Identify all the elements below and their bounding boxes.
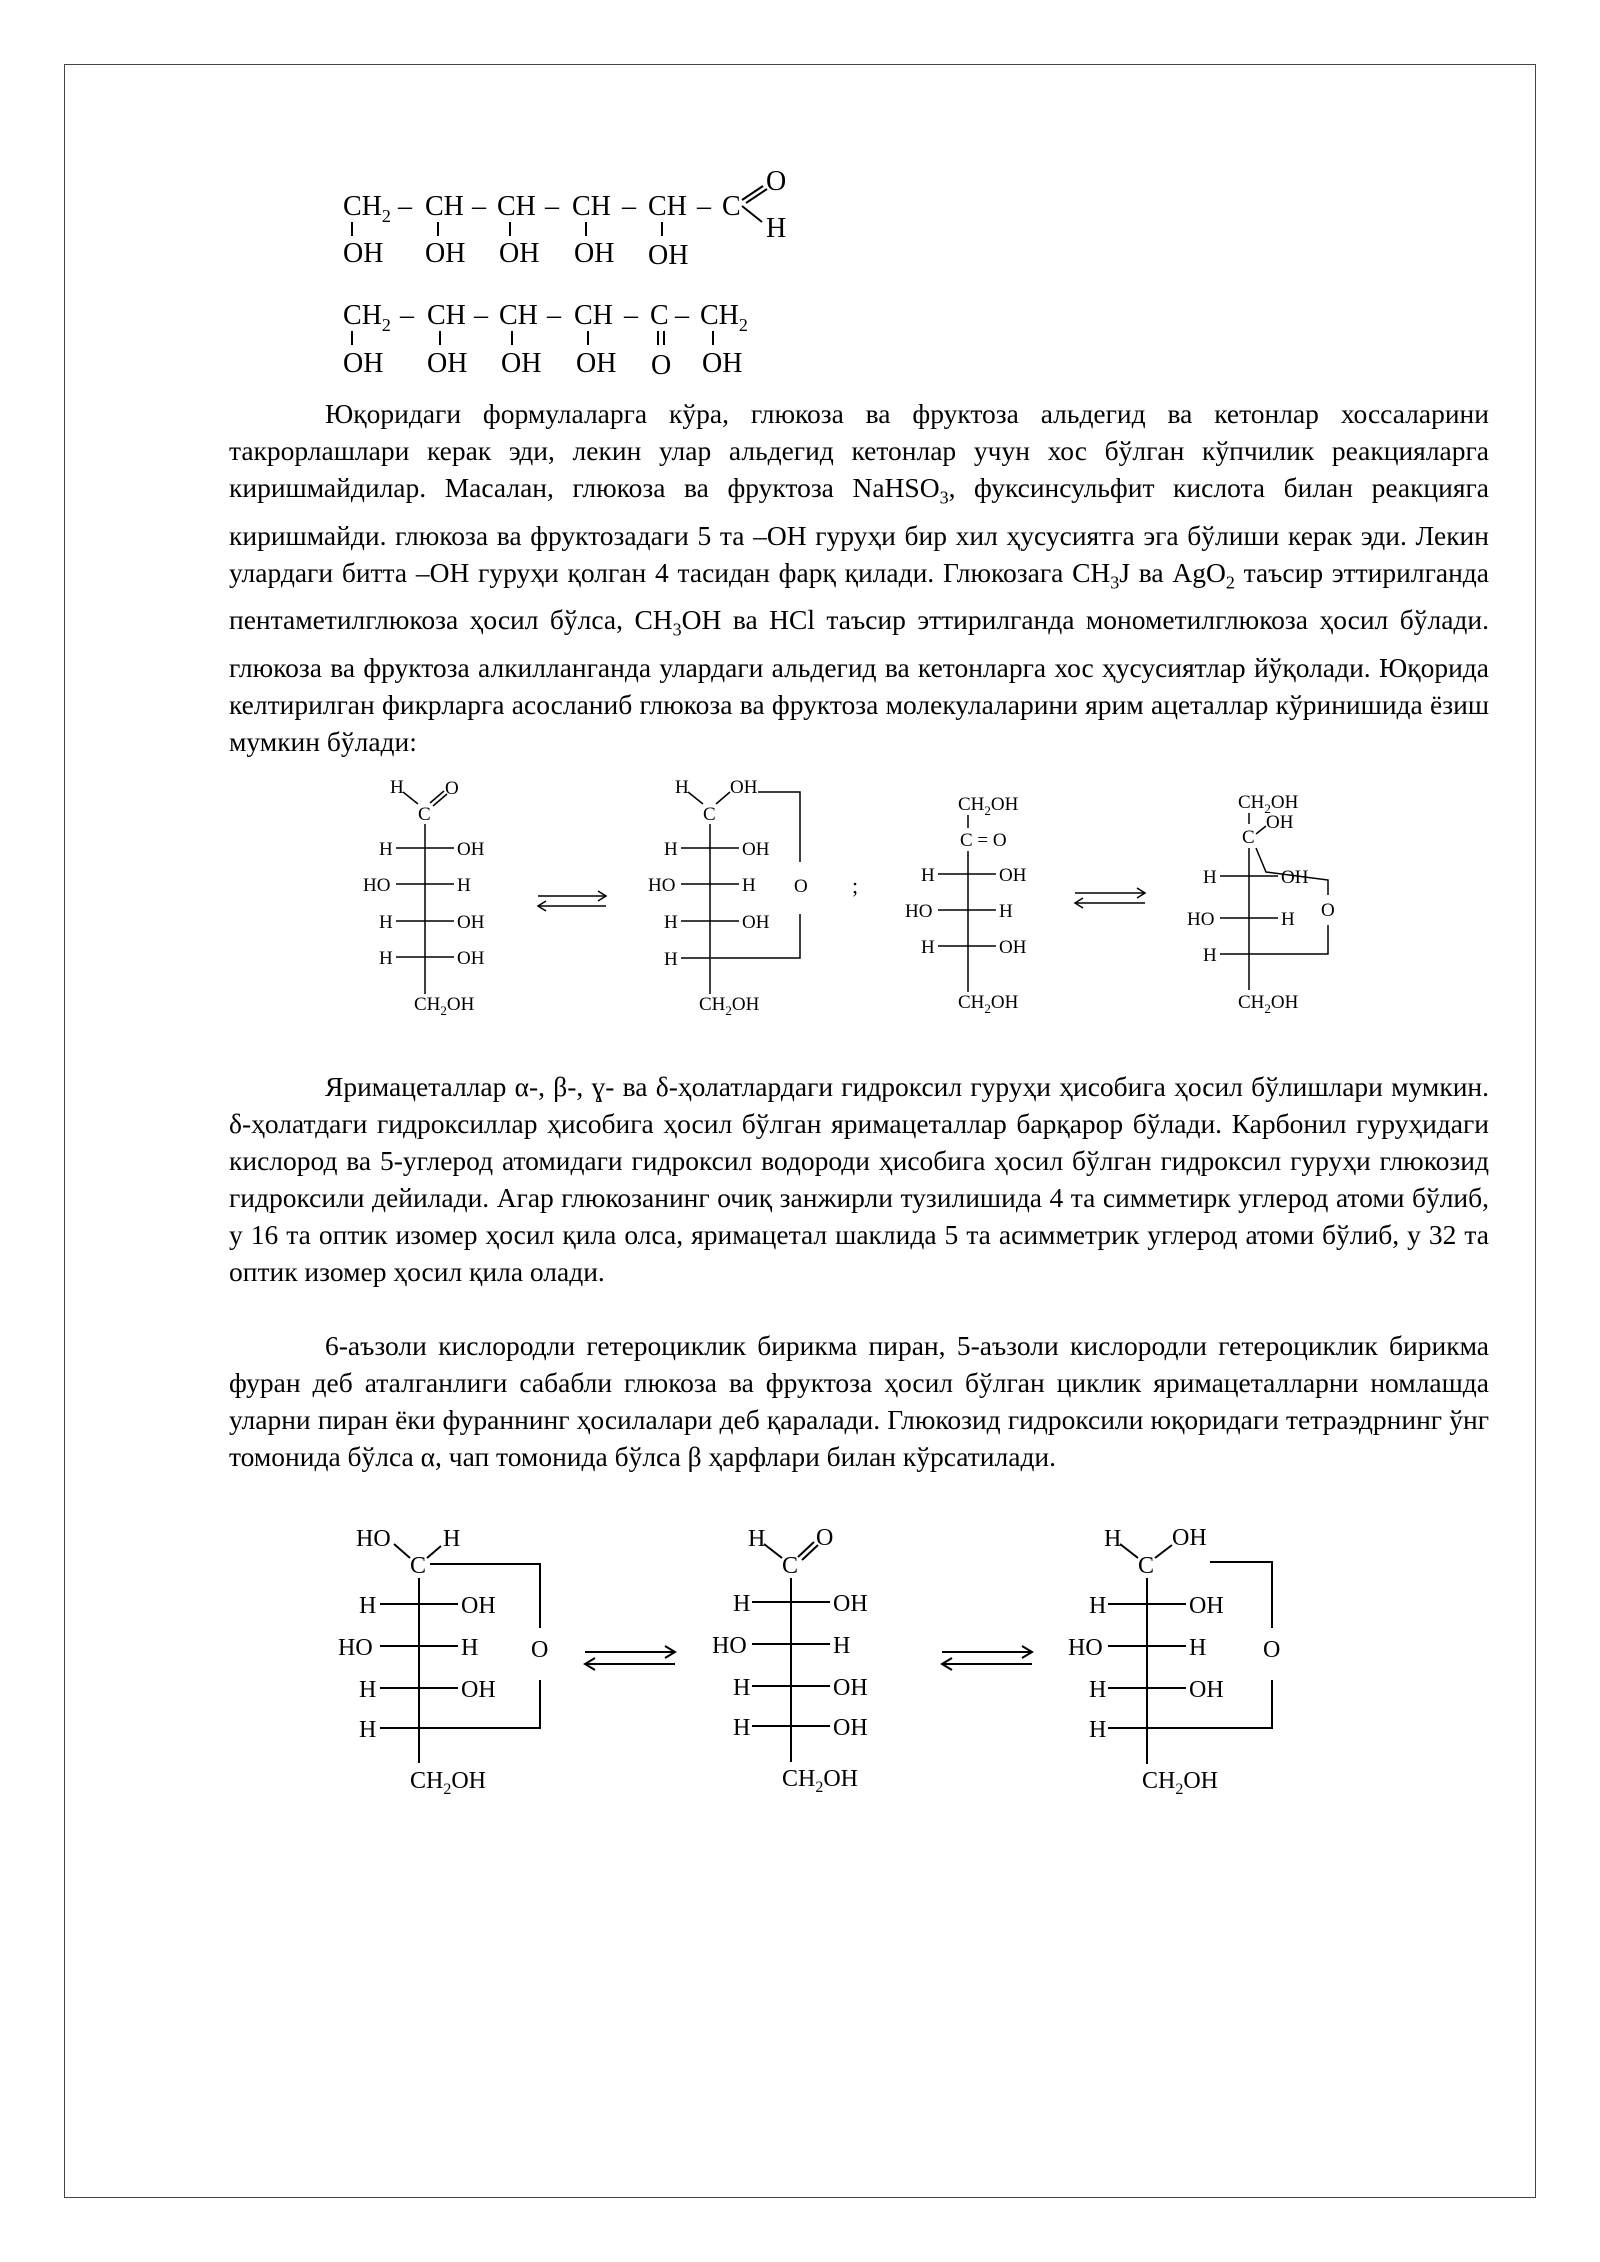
atom-label: C — [1138, 1553, 1155, 1579]
chain-dash: – — [675, 300, 689, 331]
atom-label: HO — [905, 901, 933, 922]
fischer-fructose-open — [905, 794, 1027, 1016]
chain-group: CH — [425, 191, 464, 222]
chain-group: CH — [648, 191, 687, 222]
fructose-chain-formula — [343, 300, 748, 381]
atom-label: H — [664, 949, 678, 970]
chain-dash: – — [547, 300, 561, 331]
atom-label: H — [379, 912, 393, 933]
paragraph-hemiacetals: Яримацеталлар α-, β-, ɣ- ва δ-ҳолатлардаги гидроксил гуруҳи ҳисобига ҳосил бўлишлари мумкин. δ-ҳолатдаги гидроксиллар ҳисобига ҳосил бўлган яримацеталлар барқарор бўлади. Карбонил гуруҳидаги кислород ва 5-углерод атомидаги гидроксил водороди ҳисобига ҳосил бўлган гидроксил гуруҳи глюкозид гидроксили дейилади. Агар глюкозанинг очиқ занжирли тузилишида 4 та симметирк углерод атоми бўлиб, у 16 та оптик изомер ҳосил қила олса, яримацетал шаклида 5 та асимметрик углерод атоми бўлиб, у 32 та оптик изомер ҳосил қила олади. — [229, 1071, 1489, 1287]
atom-label: H — [664, 839, 678, 860]
aldehyde-hydrogen: H — [766, 213, 787, 244]
chain-substituent: OH — [648, 240, 689, 271]
atom-label: H — [379, 839, 393, 860]
atom-label: H — [379, 948, 393, 969]
chain-dash: – — [622, 191, 636, 222]
aldehyde-oxygen: O — [766, 166, 787, 197]
glucose-chain-formula — [343, 166, 786, 271]
atom-label: $CH_2OH$ — [1238, 992, 1299, 1016]
atom-label: H — [390, 777, 404, 798]
chain-dash: – — [398, 191, 412, 222]
fischer-glucose-open-large — [712, 1525, 868, 1796]
atom-label: H — [457, 875, 471, 896]
chain-substituent: OH — [425, 238, 466, 269]
atom-label: H — [675, 777, 689, 798]
atom-label: H — [461, 1635, 479, 1661]
atom-label: C = O — [960, 830, 1007, 851]
atom-label: OH — [1189, 1593, 1224, 1619]
atom-label: H — [359, 1717, 377, 1743]
chain-substituent: OH — [501, 348, 542, 379]
chain-substituent: OH — [343, 238, 384, 269]
separator: ; — [852, 873, 859, 898]
chain-substituent: OH — [574, 238, 615, 269]
atom-label: C — [703, 804, 716, 825]
atom-label: H — [1089, 1593, 1107, 1619]
atom-label: OH — [461, 1593, 496, 1619]
atom-label: H — [733, 1715, 751, 1741]
fischer-glucose-cyclic — [648, 777, 808, 1018]
chain-group: $CH_2$ — [343, 300, 391, 335]
atom-label: HO — [363, 875, 391, 896]
chain-dash: – — [545, 191, 559, 222]
equilibrium-arrows — [942, 1646, 1032, 1670]
atom-label: OH — [461, 1677, 496, 1703]
atom-label: H — [443, 1526, 461, 1552]
chain-group: CH — [499, 300, 538, 331]
atom-label: OH — [1172, 1525, 1207, 1551]
atom-label: HO — [712, 1633, 747, 1659]
atom-label: C — [418, 804, 431, 825]
atom-label: H — [1089, 1717, 1107, 1743]
equilibrium-arrows — [538, 891, 606, 911]
atom-label: OH — [742, 839, 770, 860]
atom-label: O — [1263, 1637, 1281, 1663]
chain-dash: – — [697, 191, 711, 222]
chain-dash: – — [472, 191, 486, 222]
fischer-glucose-open — [363, 777, 485, 1018]
atom-label: $CH_2OH$ — [1142, 1768, 1219, 1798]
atom-label: H — [999, 901, 1013, 922]
atom-label: C — [782, 1553, 799, 1579]
atom-label: O — [445, 778, 459, 799]
chain-group: C — [650, 300, 669, 331]
fischer-glucose-alpha — [338, 1526, 548, 1798]
atom-label: HO — [338, 1635, 373, 1661]
atom-label: H — [733, 1675, 751, 1701]
chain-dash: – — [400, 300, 414, 331]
fischer-glucose-beta — [1068, 1525, 1280, 1798]
atom-label: C — [1242, 827, 1255, 848]
atom-label: OH — [1281, 867, 1309, 888]
atom-label: OH — [457, 912, 485, 933]
atom-label: H — [742, 875, 756, 896]
atom-label: O — [531, 1637, 549, 1663]
atom-label: H — [733, 1591, 751, 1617]
equilibrium-arrows — [585, 1646, 675, 1670]
chain-group: CH — [572, 191, 611, 222]
atom-label: OH — [742, 912, 770, 933]
atom-label: $CH_2OH$ — [958, 992, 1019, 1016]
atom-label: OH — [833, 1715, 868, 1741]
atom-label: $CH_2OH$ — [699, 994, 760, 1018]
atom-label: H — [921, 937, 935, 958]
atom-label: O — [794, 876, 808, 897]
atom-label: H — [1189, 1635, 1207, 1661]
atom-label: H — [359, 1677, 377, 1703]
chain-group: C — [722, 191, 741, 222]
atom-label: H — [748, 1526, 766, 1552]
atom-label: H — [1104, 1526, 1122, 1552]
atom-label: OH — [457, 948, 485, 969]
atom-label: H — [1089, 1677, 1107, 1703]
chain-group: $CH_2$ — [343, 191, 391, 226]
atom-label: OH — [730, 777, 758, 798]
atom-label: $CH_2OH$ — [414, 994, 475, 1018]
atom-label: $CH_2OH$ — [1238, 792, 1299, 816]
chain-dash: – — [474, 300, 488, 331]
atom-label: H — [1203, 867, 1217, 888]
atom-label: OH — [999, 937, 1027, 958]
chain-substituent: OH — [702, 348, 743, 379]
atom-label: $CH_2OH$ — [782, 1766, 859, 1796]
atom-label: O — [1321, 900, 1335, 921]
atom-label: H — [833, 1633, 851, 1659]
atom-label: OH — [457, 839, 485, 860]
atom-label: OH — [999, 865, 1027, 886]
atom-label: H — [1203, 945, 1217, 966]
atom-label: HO — [356, 1526, 391, 1552]
paragraph-pyran-furan: 6-аъзоли кислородли гетероциклик бирикма пиран, 5-аъзоли кислородли гетероциклик бирикма фуран деб аталганлиги сабабли глюкоза ва фруктоза ҳосил бўлган циклик яримацеталларни номлашда уларни пиран ёки фураннинг ҳосилалари деб қаралади. Глюкозид гидроксили юқоридаги тетраэдрнинг ўнг томонида бўлса α, чап томонида бўлса β ҳарфлари билан кўрсатилади. — [229, 1330, 1489, 1472]
atom-label: OH — [833, 1591, 868, 1617]
atom-label: OH — [833, 1675, 868, 1701]
chain-group: CH — [574, 300, 613, 331]
atom-label: C — [410, 1553, 427, 1579]
atom-label: HO — [1187, 909, 1215, 930]
atom-label: HO — [1068, 1635, 1103, 1661]
atom-label: O — [816, 1525, 834, 1551]
equilibrium-arrows — [1075, 888, 1145, 908]
chain-substituent: O — [651, 350, 672, 381]
atom-label: H — [664, 912, 678, 933]
chain-group: $CH_2$ — [700, 300, 748, 335]
atom-label: OH — [1266, 812, 1294, 833]
chain-substituent: OH — [499, 238, 540, 269]
atom-label: H — [921, 865, 935, 886]
chain-group: CH — [427, 300, 466, 331]
atom-label: OH — [1189, 1677, 1224, 1703]
chain-substituent: OH — [576, 348, 617, 379]
atom-label: $CH_2OH$ — [958, 794, 1019, 818]
chain-dash: – — [624, 300, 638, 331]
atom-label: $CH_2OH$ — [410, 1768, 487, 1798]
atom-label: H — [1281, 909, 1295, 930]
atom-label: H — [359, 1593, 377, 1619]
atom-label: HO — [648, 875, 676, 896]
fischer-fructose-cyclic — [1187, 792, 1335, 1016]
chain-substituent: OH — [427, 348, 468, 379]
chain-group: CH — [497, 191, 536, 222]
chain-substituent: OH — [343, 348, 384, 379]
paragraph-intro: Юқоридаги формулаларга кўра, глюкоза ва фруктоза альдегид ва кетонлар хоссаларини такрорлашлари керак эди, лекин улар альдегид кетонлар учун хос бўлган кўпчилик реакцияларга киришмайдилар. Масалан, глюкоза ва фруктоза NaHSO$_3$, фуксинсульфит кислота билан реакцияга киришмайди. глюкоза ва фруктозадаги 5 та –OH гуруҳи бир хил ҳусусиятга эга бўлиши керак эди. Лекин улардаги битта –OH гуруҳи қолган 4 тасидан фарқ қилади. Глюкозага $CH_3J$ ва AgO$_2$ таъсир эттирилганда пентаметилглюкоза ҳосил бўлса, $CH_3OH$ ва HCl таъсир эттирилганда монометилглюкоза ҳосил бўлади. глюкоза ва фруктоза алкилланганда улардаги альдегид ва кетонларга хос ҳусусиятлар йўқолади. Юқорида келтирилган фикрларга асосланиб глюкоза ва фруктоза молекулаларини ярим ацеталлар кўринишида ёзиш мумкин бўлади: — [229, 398, 1489, 757]
